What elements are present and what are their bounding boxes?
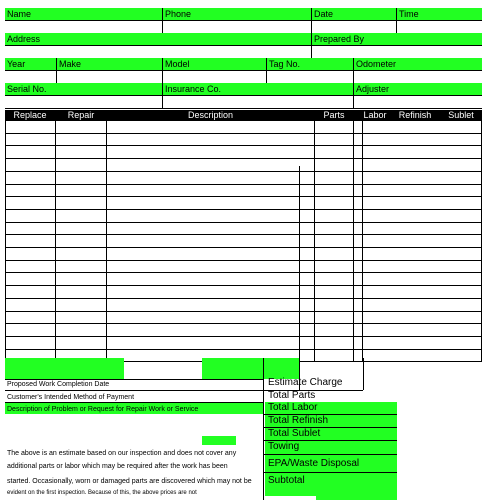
table-row (5, 234, 482, 235)
table-row (5, 120, 482, 121)
table-column-line (353, 120, 354, 361)
table-row (5, 145, 482, 146)
disclaimer-line-2: additional parts or labor which may be required after the work has been (7, 463, 228, 470)
divider (263, 358, 264, 500)
divider (56, 58, 57, 84)
name-label: Name (7, 9, 32, 19)
total-parts-label: Total Parts (268, 390, 316, 401)
divider (396, 8, 397, 34)
col-header-replace: Replace (13, 110, 47, 120)
table-row (5, 184, 482, 185)
year-label: Year (7, 59, 26, 69)
divider (5, 20, 482, 21)
disclaimer-line-1: The above is an estimate based on our inspection and does not cover any (7, 450, 237, 457)
address-label: Address (7, 34, 41, 44)
table-column-line (5, 120, 6, 361)
time-label: Time (399, 9, 419, 19)
model-label: Model (165, 59, 190, 69)
adjuster-label: Adjuster (356, 84, 390, 94)
phone-label: Phone (165, 9, 192, 19)
table-column-line (481, 120, 482, 361)
total-refinish-label: Total Refinish (268, 415, 329, 426)
table-row (5, 311, 482, 312)
serial-no-label: Serial No. (7, 84, 47, 94)
row4-band (5, 83, 482, 95)
green-block-left (5, 358, 124, 379)
divider (5, 390, 263, 391)
table-row (5, 158, 482, 159)
table-row (5, 260, 482, 261)
col-header-repair: Repair (67, 110, 95, 120)
divider (363, 358, 364, 390)
divider (162, 83, 163, 109)
make-label: Make (59, 59, 82, 69)
col-header-description: Description (187, 110, 234, 120)
tag-no-label: Tag No. (269, 59, 301, 69)
table-row (5, 336, 482, 337)
divider (299, 166, 300, 390)
col-header-sublet: Sublet (448, 110, 474, 120)
table-column-line (362, 120, 363, 361)
completion-date-label: Proposed Work Completion Date (7, 381, 110, 388)
divider (264, 472, 397, 473)
table-row (5, 133, 482, 134)
divider (162, 58, 163, 84)
divider (266, 58, 267, 84)
col-header-labor: Labor (363, 110, 387, 120)
epa-waste-disposal-label: EPA/Waste Disposal (268, 458, 360, 469)
payment-method-label: Customer's Intended Method of Payment (7, 394, 135, 401)
green-block-mid (202, 358, 299, 379)
table-row (5, 247, 482, 248)
table-column-line (106, 120, 107, 361)
table-row (5, 298, 482, 299)
divider (5, 108, 482, 109)
divider (162, 8, 163, 34)
divider (5, 70, 482, 71)
row2-band (5, 33, 482, 45)
table-column-line (314, 120, 315, 361)
table-row (5, 209, 482, 210)
odometer-label: Odometer (356, 59, 397, 69)
disclaimer-line-3: started. Occasionally, worn or damaged parts are discovered which may not be (7, 478, 252, 485)
problem-desc-label: Description of Problem or Request for Repair Work or Service (7, 406, 199, 413)
col-header-parts: Parts (323, 110, 345, 120)
table-row (5, 196, 482, 197)
divider (5, 95, 482, 96)
subtotal-label: Subtotal (268, 475, 305, 486)
subtotal-field (316, 485, 397, 500)
table-row (5, 285, 482, 286)
col-header-refinish: Refinish (398, 110, 432, 120)
towing-label: Towing (268, 441, 300, 452)
date-label: Date (314, 9, 334, 19)
table-row (5, 171, 482, 172)
divider (5, 45, 482, 46)
divider (353, 58, 354, 84)
table-row (5, 222, 482, 223)
divider (353, 83, 354, 109)
divider (311, 8, 312, 34)
disclaimer-line-4: evident on the first inspection. Because of this, the above prices are not (7, 490, 197, 496)
insurance-co-label: Insurance Co. (165, 84, 222, 94)
table-row (5, 272, 482, 273)
table-column-line (55, 120, 56, 361)
divider (311, 33, 312, 59)
divider (264, 454, 397, 455)
total-labor-label: Total Labor (268, 402, 318, 413)
table-row (5, 349, 482, 350)
total-sublet-label: Total Sublet (268, 428, 321, 439)
green-block-small (202, 436, 236, 445)
estimate-charge-label: Estimate Charge (268, 377, 343, 388)
prepared-by-label: Prepared By (314, 34, 365, 44)
table-row (5, 323, 482, 324)
